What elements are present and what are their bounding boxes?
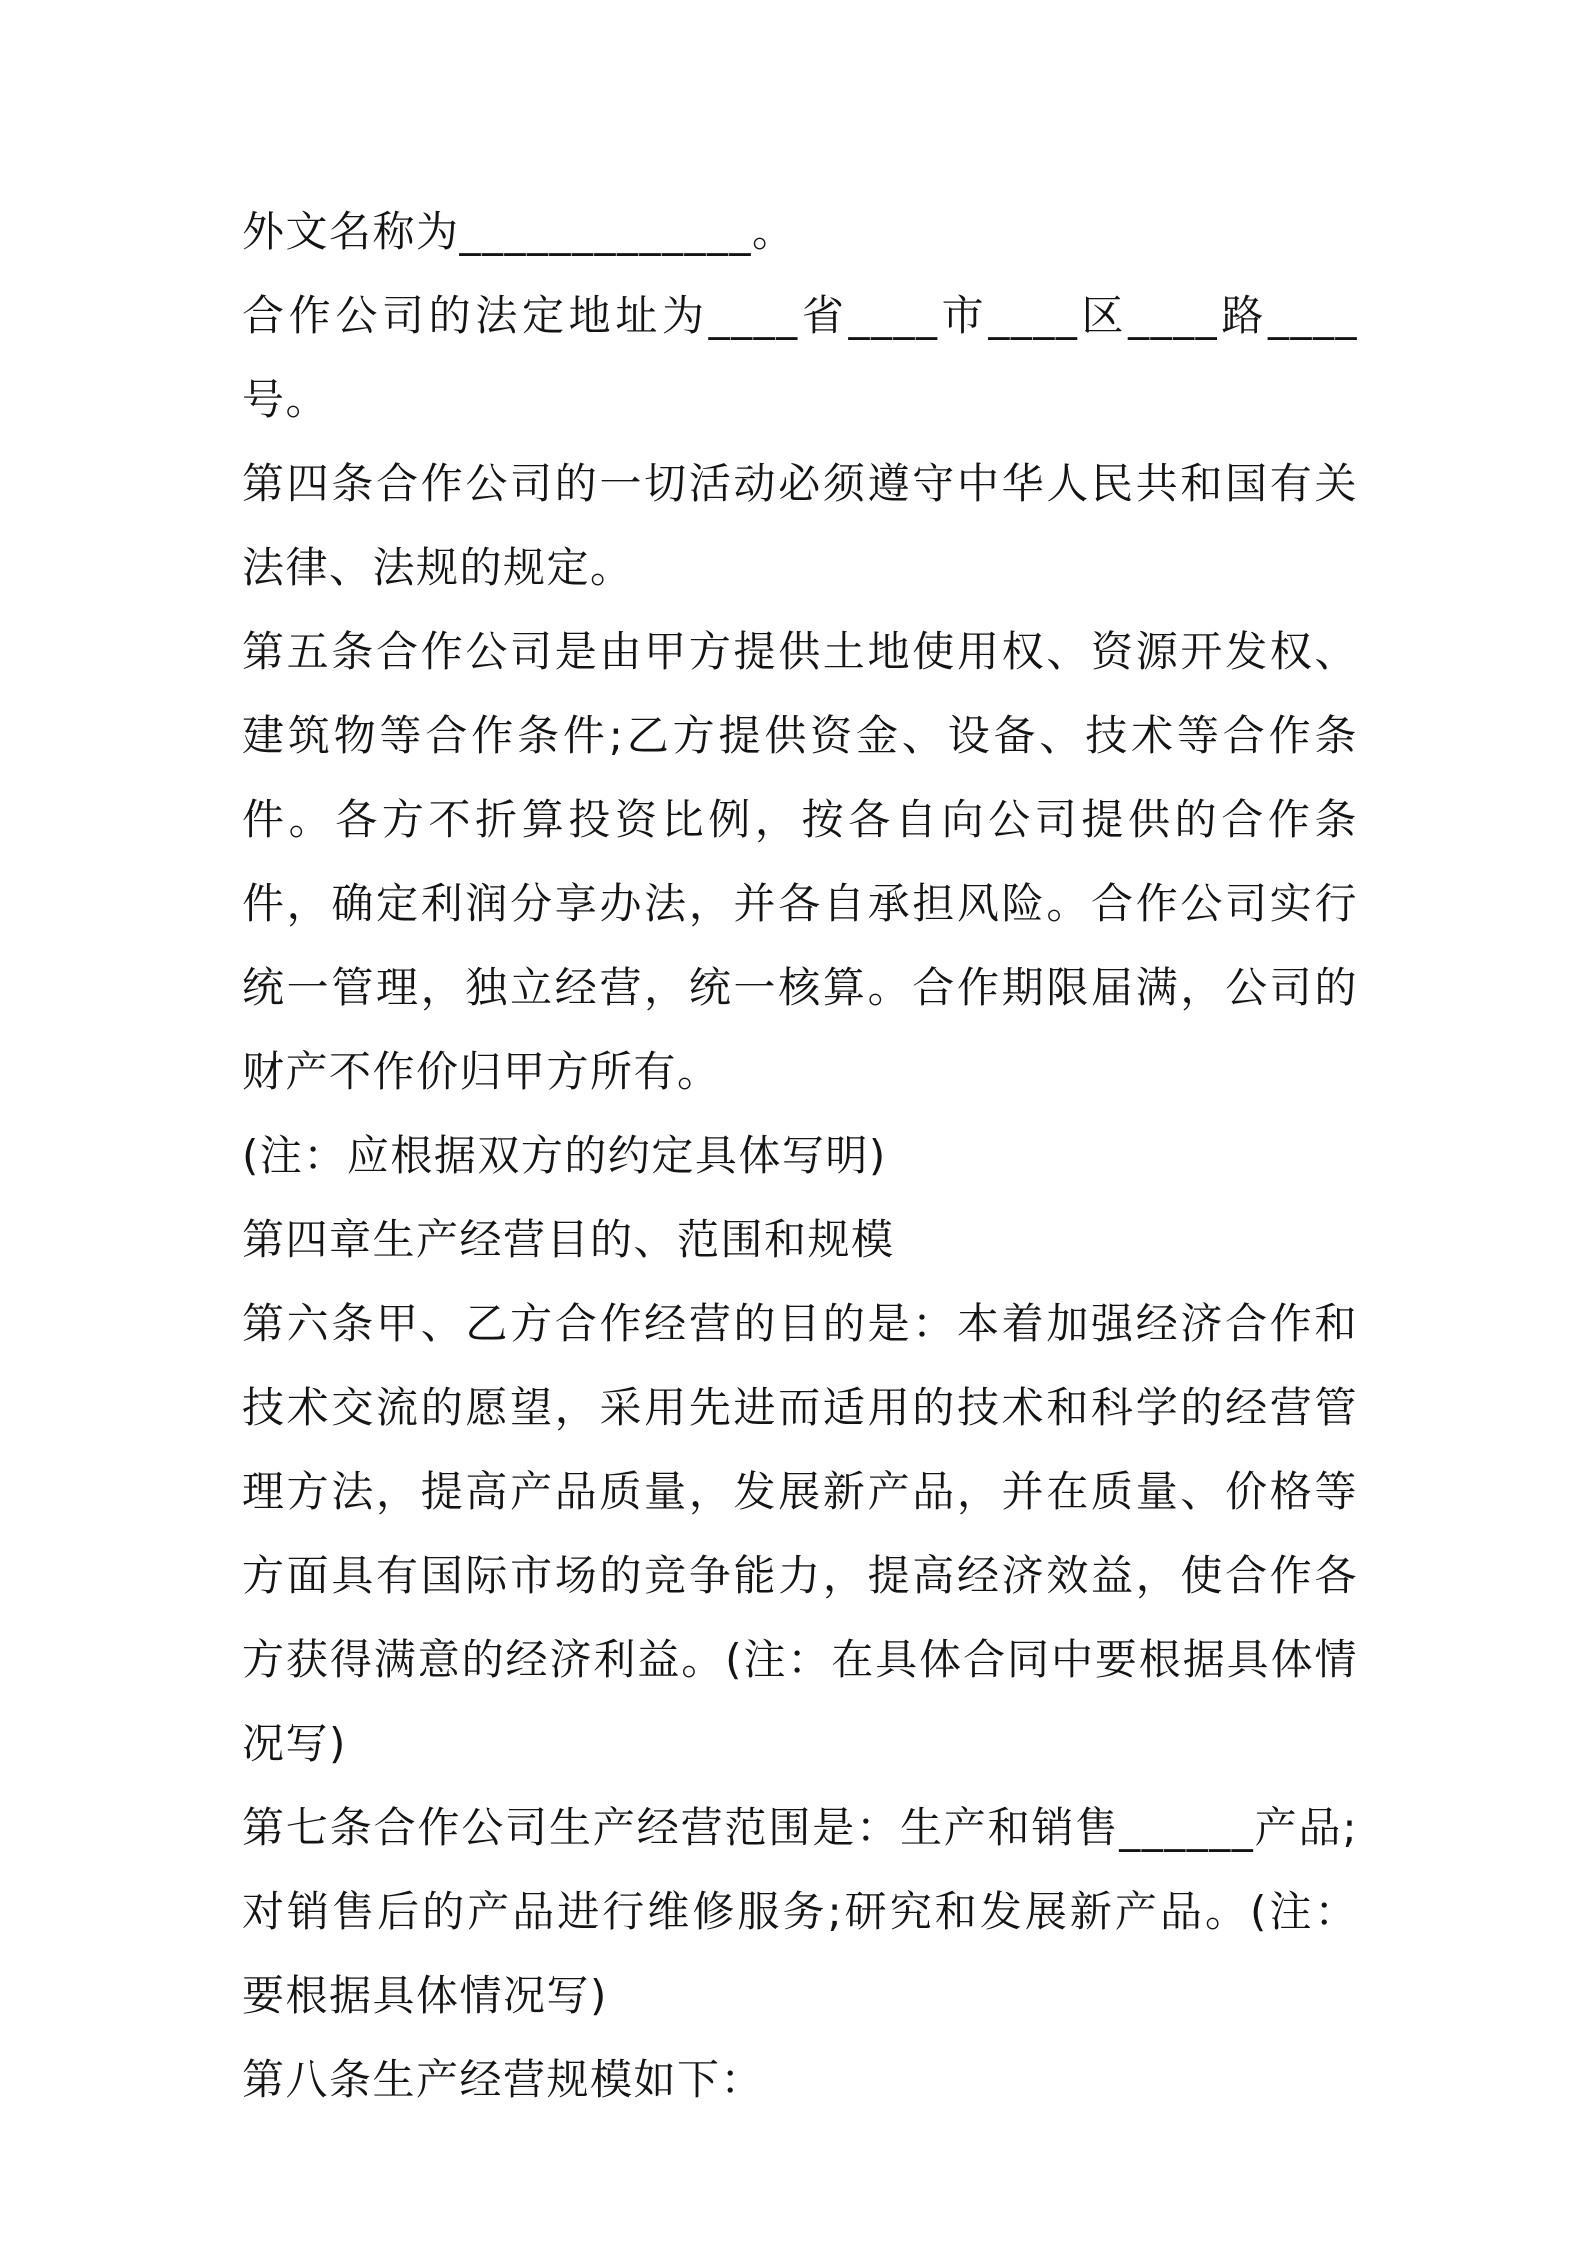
paragraph-article-6: 第六条甲、乙方合作经营的目的是：本着加强经济合作和技术交流的愿望，采用先进而适用的技术和科学的经营管理方法，提高产品质量，发展新产品，并在质量、价格等方面具有国际市场的竞争能力，提高经济效益，使合作各方获得满意的经济利益。(注：在具体合同中要根据具体情况写) bbox=[242, 1299, 1358, 1768]
paragraph-foreign-name: 外文名称为_____________。 bbox=[242, 207, 796, 256]
paragraph-article-4: 第四条合作公司的一切活动必须遵守中华人民共和国有关法律、法规的规定。 bbox=[242, 459, 1358, 592]
paragraph-article-8: 第八条生产经营规模如下： bbox=[242, 2055, 765, 2104]
paragraph-legal-address: 合作公司的法定地址为____省____市____区____路____号。 bbox=[242, 291, 1358, 424]
paragraph-note-1: (注：应根据双方的约定具体写明) bbox=[242, 1131, 887, 1180]
paragraph-article-5: 第五条合作公司是由甲方提供土地使用权、资源开发权、建筑物等合作条件;乙方提供资金、设备、技术等合作条件。各方不折算投资比例，按各自向公司提供的合作条件，确定利润分享办法，并各自承担风险。合作公司实行统一管理，独立经营，统一核算。合作期限届满，公司的财产不作价归甲方所有。 bbox=[242, 627, 1358, 1096]
document-body bbox=[242, 190, 1358, 2122]
paragraph-article-7: 第七条合作公司生产经营范围是：生产和销售______产品;对销售后的产品进行维修服务;研究和发展新产品。(注：要根据具体情况写) bbox=[242, 1803, 1358, 2020]
chapter-heading-4: 第四章生产经营目的、范围和规模 bbox=[242, 1215, 895, 1264]
